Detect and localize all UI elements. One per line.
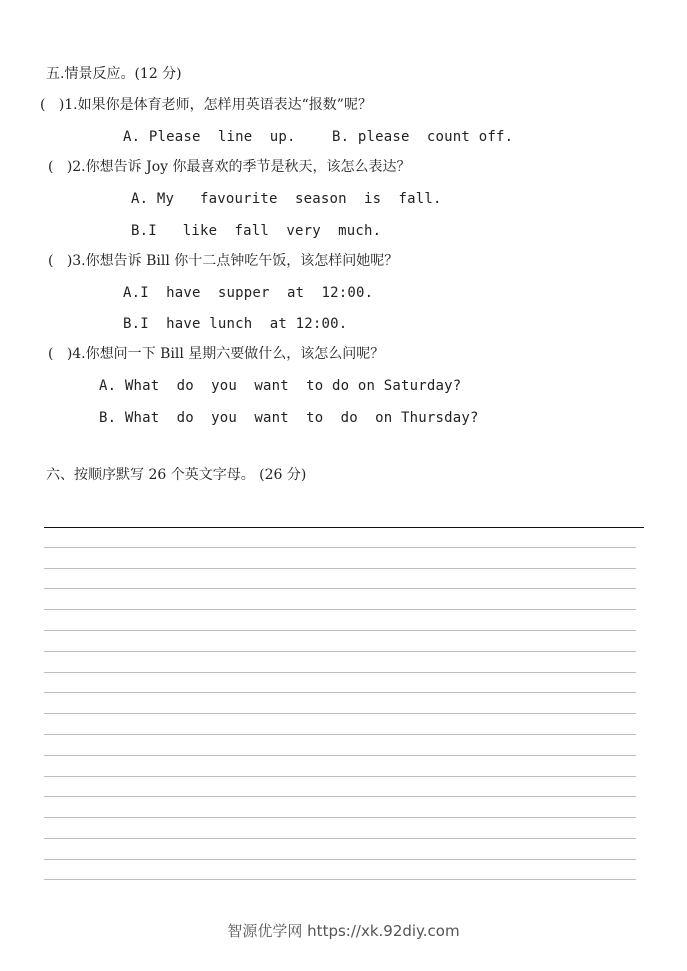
question-2-prompt: ( )2.你想告诉 Joy 你最喜欢的季节是秋天，该怎么表达？ bbox=[48, 159, 411, 175]
writing-line bbox=[44, 879, 636, 880]
question-1-option-b: B. please count off. bbox=[332, 129, 514, 145]
question-3-option-a: A.I have supper at 12:00. bbox=[123, 285, 374, 301]
writing-line bbox=[44, 859, 636, 860]
writing-line bbox=[44, 692, 636, 693]
writing-line bbox=[44, 755, 636, 756]
writing-line bbox=[44, 651, 636, 652]
writing-line bbox=[44, 734, 636, 735]
writing-line bbox=[44, 672, 636, 673]
writing-line bbox=[44, 713, 636, 714]
section6-title: 六、按顺序默写 26 个英文字母。 (26 分) bbox=[46, 467, 307, 483]
writing-line bbox=[44, 588, 636, 589]
writing-top-border bbox=[44, 527, 644, 528]
section5-title: 五.情景反应。(12 分) bbox=[46, 66, 182, 82]
question-3-option-b: B.I have lunch at 12:00. bbox=[123, 316, 348, 332]
question-4-option-b: B. What do you want to do on Thursday? bbox=[99, 410, 479, 426]
question-4-prompt: ( )4.你想问一下 Bill 星期六要做什么，该怎么问呢？ bbox=[48, 346, 385, 362]
writing-line bbox=[44, 630, 636, 631]
writing-line bbox=[44, 838, 636, 839]
question-4-option-a: A. What do you want to do on Saturday? bbox=[99, 378, 462, 394]
writing-line bbox=[44, 796, 636, 797]
question-2-option-b: B.I like fall very much. bbox=[131, 223, 382, 239]
question-2-option-a: A. My favourite season is fall. bbox=[131, 191, 442, 207]
writing-line bbox=[44, 568, 636, 569]
writing-line bbox=[44, 817, 636, 818]
question-3-prompt: ( )3.你想告诉 Bill 你十二点钟吃午饭，该怎样问她呢？ bbox=[48, 253, 399, 269]
question-1-option-a: A. Please line up. bbox=[123, 129, 296, 145]
writing-line bbox=[44, 547, 636, 548]
writing-line bbox=[44, 776, 636, 777]
writing-line bbox=[44, 609, 636, 610]
question-1-prompt: ( )1.如果你是体育老师，怎样用英语表达“报数”呢？ bbox=[40, 97, 372, 113]
footer-watermark: 智源优学网 https://xk.92diy.com bbox=[227, 922, 460, 940]
